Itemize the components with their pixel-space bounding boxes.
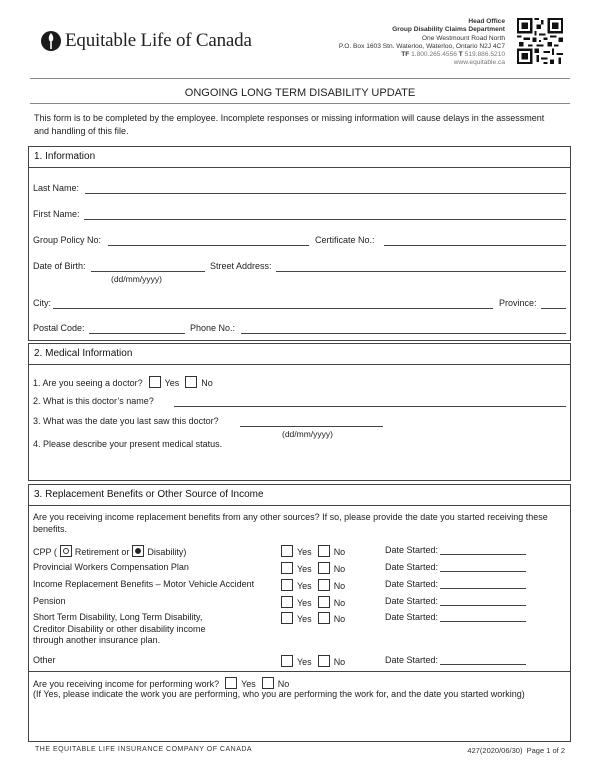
pension-date-label: Date Started: bbox=[385, 596, 439, 606]
cpp-date-field[interactable] bbox=[440, 554, 526, 555]
dob-field[interactable] bbox=[91, 271, 205, 272]
cpp-label: CPP ( Retirement or Disability) bbox=[33, 547, 187, 557]
postal-code-label: Postal Code: bbox=[33, 323, 85, 333]
first-name-label: First Name: bbox=[33, 209, 80, 219]
group-policy-label: Group Policy No: bbox=[33, 235, 102, 245]
province-label: Province: bbox=[499, 298, 537, 308]
section-heading: 2. Medical Information bbox=[29, 344, 570, 365]
company-name: Equitable Life of Canada bbox=[65, 30, 252, 51]
last-visit-label: 3. What was the date you last saw this doctor? bbox=[33, 416, 219, 426]
workers-comp-label: Provincial Workers Compensation Plan bbox=[33, 562, 189, 572]
motor-vehicle-date-label: Date Started: bbox=[385, 579, 439, 589]
motor-vehicle-label: Income Replacement Benefits – Motor Vehicle Accident bbox=[33, 579, 255, 589]
province-field[interactable] bbox=[541, 308, 566, 309]
other-date-field[interactable] bbox=[440, 664, 526, 665]
doctor-no-checkbox[interactable] bbox=[185, 376, 197, 388]
footer-company: THE EQUITABLE LIFE INSURANCE COMPANY OF CANADA bbox=[35, 746, 253, 753]
page-number: Page 1 of 2 bbox=[526, 746, 565, 755]
pension-label: Pension bbox=[33, 596, 66, 606]
other-label: Other bbox=[33, 655, 56, 665]
postal-code-field[interactable] bbox=[89, 333, 185, 334]
row-divider bbox=[29, 671, 570, 672]
pension-date-field[interactable] bbox=[440, 605, 526, 606]
other-date-label: Date Started: bbox=[385, 655, 439, 665]
other-disability-no-checkbox[interactable] bbox=[318, 612, 330, 624]
other-yes-no: Yes No bbox=[275, 655, 345, 667]
other-disability-date-field[interactable] bbox=[440, 621, 526, 622]
street-address-label: Street Address: bbox=[210, 261, 272, 271]
work-income-note: (If Yes, please indicate the work you are performing, who you are performing the work for, and the date you started working) bbox=[33, 689, 525, 699]
workers-comp-no-checkbox[interactable] bbox=[318, 562, 330, 574]
motor-vehicle-yes-no: Yes No bbox=[275, 579, 345, 591]
work-details-field[interactable] bbox=[33, 703, 566, 737]
form-code: 427(2020/06/30) bbox=[467, 746, 523, 755]
section-heading: 1. Information bbox=[29, 147, 570, 168]
motor-vehicle-no-checkbox[interactable] bbox=[318, 579, 330, 591]
department-name: Group Disability Claims Department bbox=[392, 26, 505, 34]
cpp-disability-radio[interactable] bbox=[132, 545, 144, 557]
last-name-field[interactable] bbox=[85, 193, 566, 194]
workers-comp-date-label: Date Started: bbox=[385, 562, 439, 572]
form-title: ONGOING LONG TERM DISABILITY UPDATE bbox=[184, 87, 416, 99]
dob-label: Date of Birth: bbox=[33, 261, 86, 271]
section-heading: 3. Replacement Benefits or Other Source of Income bbox=[29, 485, 570, 506]
other-disability-yes-no: Yes No bbox=[275, 612, 345, 624]
office-title: Head Office bbox=[468, 18, 505, 25]
pension-yes-checkbox[interactable] bbox=[281, 596, 293, 608]
phone-label: Phone No.: bbox=[190, 323, 236, 333]
dob-format-hint: (dd/mm/yyyy) bbox=[111, 274, 162, 284]
other-disability-label: Short Term Disability, Long Term Disability, Creditor Disability or other disability income through another insurance plan. bbox=[33, 612, 206, 645]
cpp-no-checkbox[interactable] bbox=[318, 545, 330, 557]
header-divider bbox=[30, 78, 570, 79]
website[interactable]: www.equitable.ca bbox=[453, 59, 505, 67]
workers-comp-date-field[interactable] bbox=[440, 571, 526, 572]
work-income-yes-checkbox[interactable] bbox=[225, 677, 237, 689]
benefits-question: Are you receiving income replacement benefits from any other sources? If so, please provide the date you started receiving these benefits. bbox=[33, 512, 548, 534]
cpp-retirement-radio[interactable] bbox=[60, 545, 72, 557]
doctor-question: 1. Are you seeing a doctor? Yes No bbox=[33, 378, 213, 388]
last-visit-field[interactable] bbox=[240, 426, 383, 427]
address-line-1: One Westmount Road North bbox=[421, 34, 505, 42]
phone-field[interactable] bbox=[241, 333, 566, 334]
work-income-question: Are you receiving income for performing work? Yes No bbox=[33, 679, 290, 689]
other-disability-yes-checkbox[interactable] bbox=[281, 612, 293, 624]
title-divider bbox=[30, 103, 570, 104]
pension-no-checkbox[interactable] bbox=[318, 596, 330, 608]
cpp-yes-checkbox[interactable] bbox=[281, 545, 293, 557]
last-name-label: Last Name: bbox=[33, 183, 80, 193]
other-disability-date-label: Date Started: bbox=[385, 612, 439, 622]
medical-status-field[interactable] bbox=[33, 452, 566, 476]
section-replacement-benefits bbox=[28, 484, 571, 742]
certificate-label: Certificate No.: bbox=[315, 235, 375, 245]
section-medical bbox=[28, 343, 571, 481]
pension-yes-no: Yes No bbox=[275, 596, 345, 608]
workers-comp-yes-no: Yes No bbox=[275, 562, 345, 574]
doctor-name-label: 2. What is this doctor’s name? bbox=[33, 396, 154, 406]
head-office-block bbox=[339, 18, 505, 68]
other-no-checkbox[interactable] bbox=[318, 655, 330, 667]
certificate-field[interactable] bbox=[384, 245, 566, 246]
medical-status-label: 4. Please describe your present medical status. bbox=[33, 439, 223, 449]
cpp-date-label: Date Started: bbox=[385, 545, 439, 555]
doctor-name-field[interactable] bbox=[174, 406, 566, 407]
address-line-2: P.O. Box 1603 Stn. Waterloo, Waterloo, Ontario N2J 4C7 bbox=[338, 42, 505, 50]
group-policy-field[interactable] bbox=[108, 245, 309, 246]
section-information bbox=[28, 146, 571, 341]
last-visit-format-hint: (dd/mm/yyyy) bbox=[282, 429, 333, 439]
company-logo bbox=[40, 30, 252, 52]
work-income-no-checkbox[interactable] bbox=[262, 677, 274, 689]
other-yes-checkbox[interactable] bbox=[281, 655, 293, 667]
cpp-yes-no: Yes No bbox=[275, 545, 345, 557]
motor-vehicle-date-field[interactable] bbox=[440, 588, 526, 589]
equitable-logo-icon bbox=[40, 30, 62, 52]
footer-page-info bbox=[467, 746, 565, 755]
city-label: City: bbox=[33, 298, 51, 308]
intro-text: This form is to be completed by the employee. Incomplete responses or missing information will cause delays in the assessment and handling of this file. bbox=[34, 113, 545, 136]
qr-code-icon bbox=[517, 18, 563, 64]
city-field[interactable] bbox=[53, 308, 493, 309]
phone-line: TF 1.800.265.4556 T 519.886.5210 bbox=[401, 51, 505, 59]
street-address-field[interactable] bbox=[276, 271, 566, 272]
doctor-yes-checkbox[interactable] bbox=[149, 376, 161, 388]
first-name-field[interactable] bbox=[84, 219, 566, 220]
workers-comp-yes-checkbox[interactable] bbox=[281, 562, 293, 574]
motor-vehicle-yes-checkbox[interactable] bbox=[281, 579, 293, 591]
